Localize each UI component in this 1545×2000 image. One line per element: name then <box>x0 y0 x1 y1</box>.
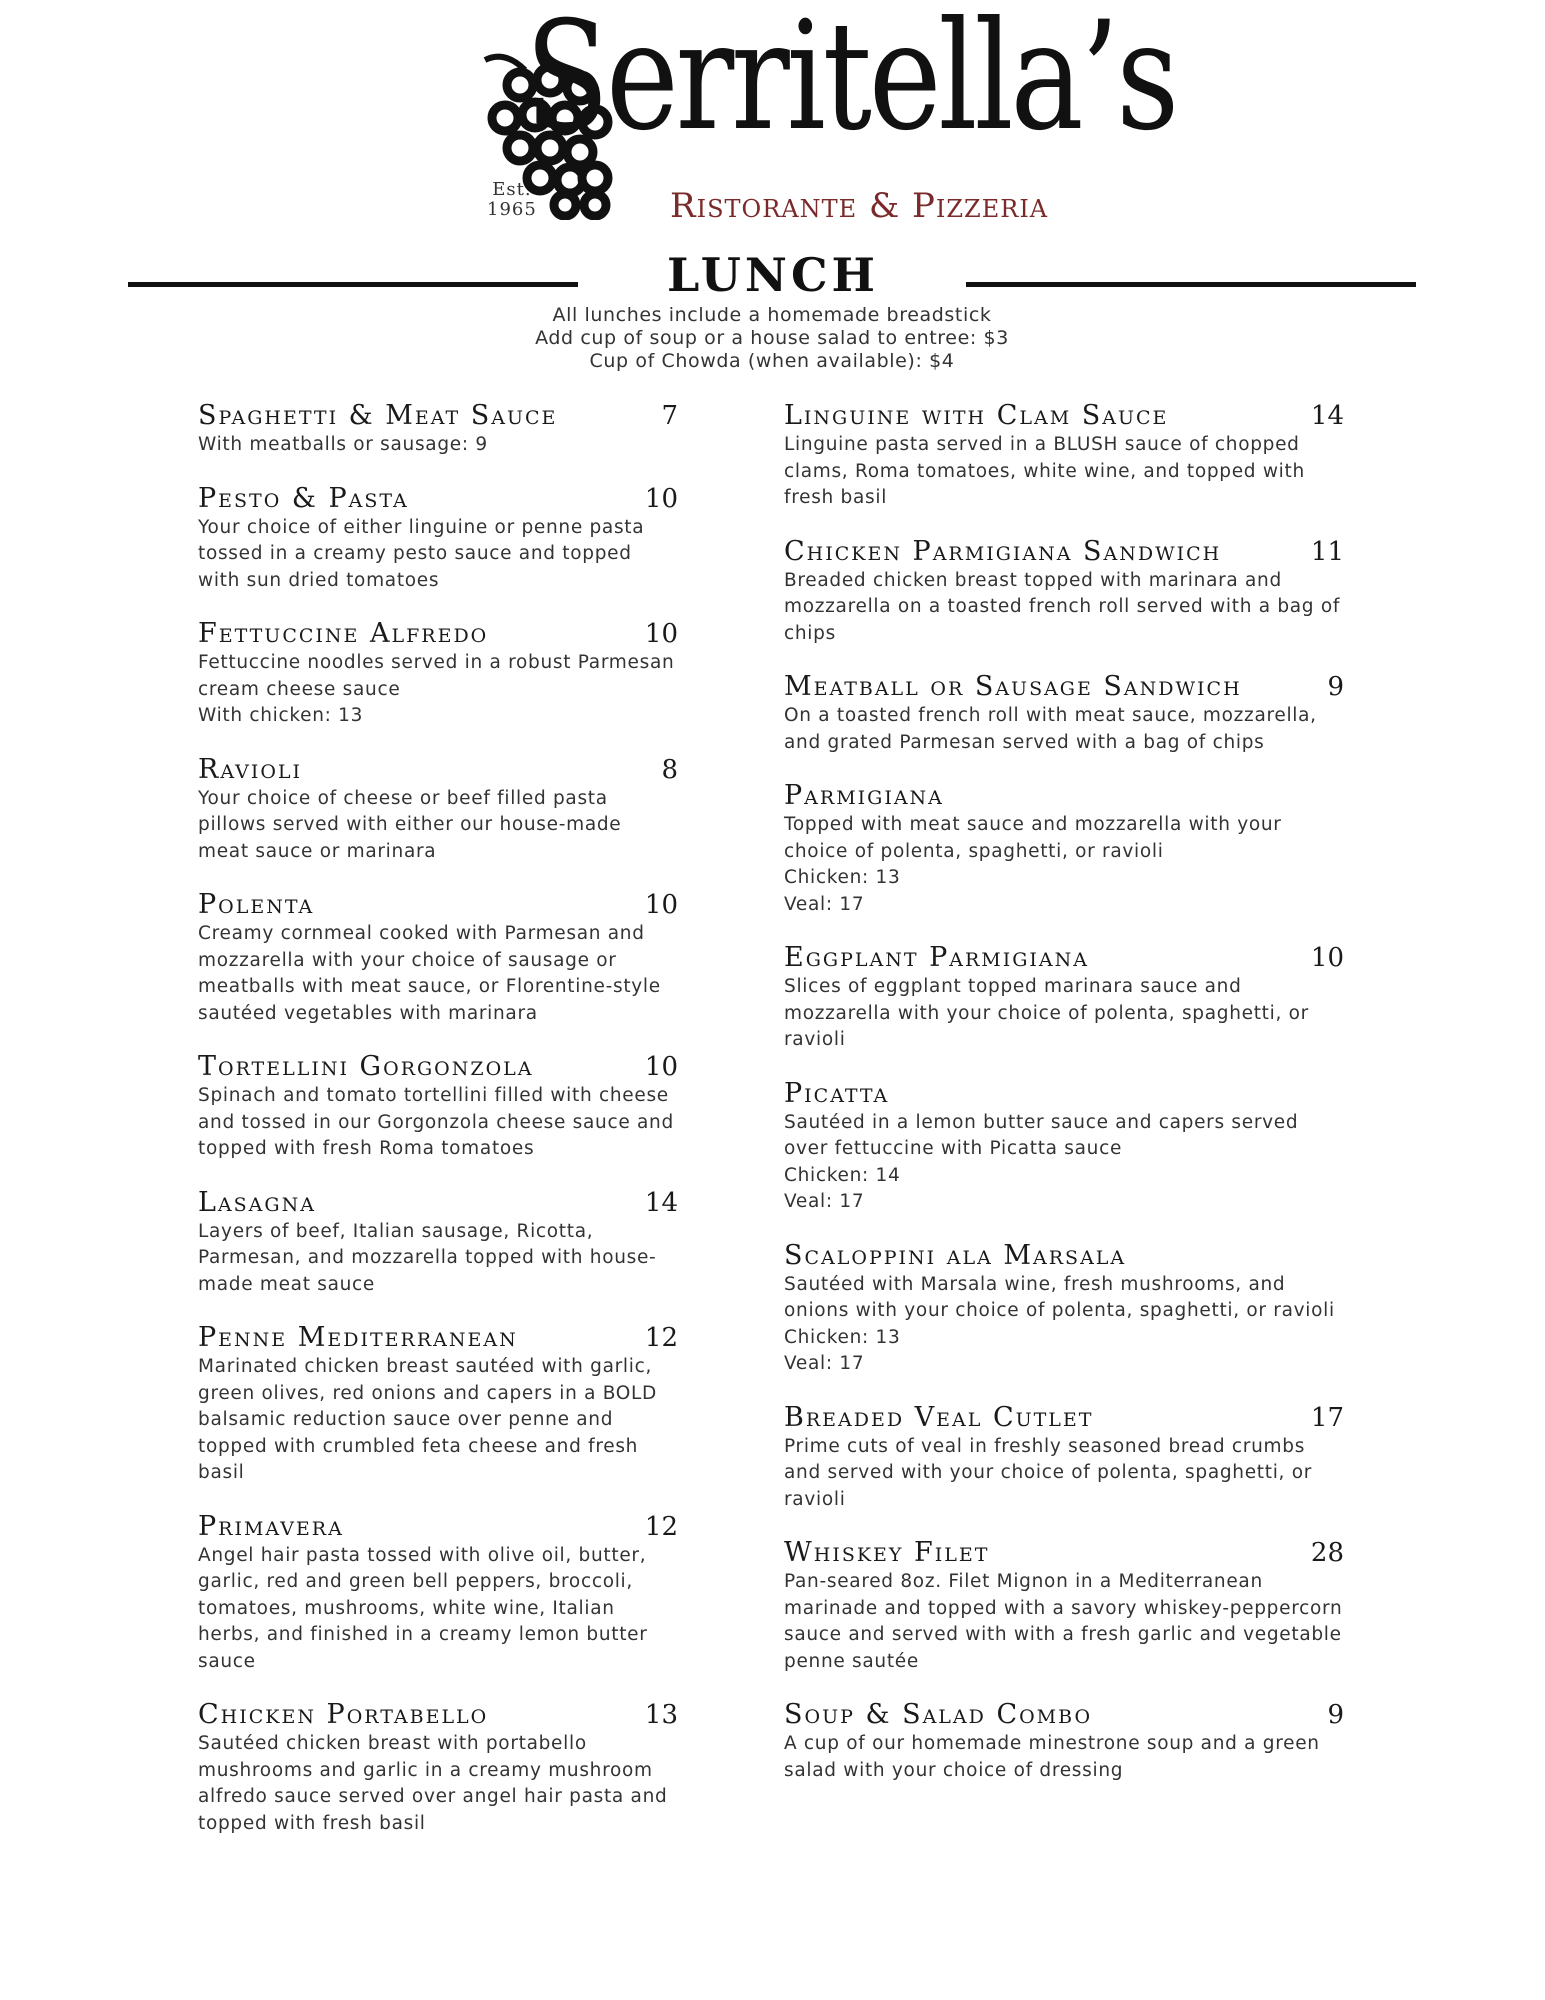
menu-column-left <box>198 400 678 1861</box>
item-description: A cup of our homemade minestrone soup and a green salad with your choice of dressing <box>784 1733 1320 1781</box>
menu-item <box>198 1699 678 1837</box>
item-option: Chicken: 14 <box>784 1164 901 1186</box>
item-description: Creamy cornmeal cooked with Parmesan and mozzarella with your choice of sausage or meatballs with meat sauce, or Florentine-style sautéed vegetables with marinara <box>198 923 661 1024</box>
menu-column-right <box>784 400 1344 1808</box>
est-year: 1965 <box>487 198 537 220</box>
menu-item <box>198 483 678 595</box>
item-price: 10 <box>1310 943 1344 973</box>
item-name: Chicken Portabello <box>198 1699 489 1730</box>
item-option: Veal: 17 <box>784 1353 865 1374</box>
item-name: Meatball or Sausage Sandwich <box>784 671 1242 702</box>
item-description: Topped with meat sauce and mozzarella with your choice of polenta, spaghetti, or ravioli <box>784 814 1282 862</box>
item-description: Fettuccine noodles served in a robust Parmesan cream cheese sauce <box>198 652 675 700</box>
menu-item <box>784 400 1344 512</box>
item-description: Your choice of either linguine or penne pasta tossed in a creamy pesto sauce and topped with sun dried tomatoes <box>198 516 645 591</box>
item-price: 10 <box>644 483 678 514</box>
item-price: 10 <box>644 890 678 920</box>
menu-item <box>784 1402 1344 1514</box>
logo-subtitle: Ristorante & Pizzeria <box>670 186 1049 226</box>
item-option: Veal: 17 <box>784 893 865 915</box>
item-name: Linguine with Clam Sauce <box>784 400 1169 431</box>
item-price: 17 <box>1310 1402 1344 1433</box>
menu-item <box>784 1078 1344 1216</box>
item-option: Veal: 17 <box>784 1191 865 1212</box>
restaurant-logo <box>465 0 1177 226</box>
item-price: 11 <box>1310 536 1344 567</box>
item-name: Eggplant Parmigiana <box>784 942 1089 973</box>
intro-line: All lunches include a homemade breadstick <box>552 304 992 326</box>
menu-item <box>784 1537 1344 1675</box>
item-description: Slices of eggplant topped marinara sauce and mozzarella with your choice of polenta, spaghetti, or ravioli <box>784 976 1309 1050</box>
menu-item <box>198 618 678 730</box>
item-description: Breaded chicken breast topped with marinara and mozzarella on a toasted french roll served with a bag of chips <box>784 569 1341 644</box>
menu-item <box>784 942 1344 1054</box>
intro-line: Add cup of soup or a house salad to entree: $3 <box>535 327 1009 349</box>
item-name: Pesto & Pasta <box>198 482 409 514</box>
item-price: 28 <box>1310 1538 1344 1568</box>
est-label: Est. <box>492 179 532 200</box>
item-name: Whiskey Filet <box>784 1537 990 1568</box>
menu-item <box>198 1051 678 1163</box>
item-name: Soup & Salad Combo <box>784 1699 1093 1730</box>
item-name: Lasagna <box>198 1186 316 1218</box>
item-option: Chicken: 13 <box>784 867 901 888</box>
item-description: Layers of beef, Italian sausage, Ricotta, Parmesan, and mozzarella topped with house-made meat sauce <box>198 1220 657 1295</box>
item-description: Sautéed chicken breast with portabello mushrooms and garlic in a creamy mushroom alfredo sauce served over angel hair pasta and topped with fresh basil <box>198 1733 668 1834</box>
item-price: 12 <box>644 1323 678 1353</box>
menu-item <box>784 671 1344 756</box>
menu-item <box>198 889 678 1027</box>
item-name: Chicken Parmigiana Sandwich <box>784 535 1222 567</box>
item-price: 12 <box>644 1511 678 1542</box>
item-description: Sautéed with Marsala wine, fresh mushrooms, and onions with your choice of polenta, spaghetti, or ravioli <box>784 1273 1335 1321</box>
item-description: Angel hair pasta tossed with olive oil, butter, garlic, red and green bell peppers, broccoli, tomatoes, mushrooms, white wine, Italian herbs, and finished in a creamy lemon butter sauce <box>198 1544 648 1672</box>
item-price: 10 <box>644 1052 678 1082</box>
item-name: Fettuccine Alfredo <box>198 618 489 649</box>
intro-notes <box>372 304 1172 373</box>
item-description: Marinated chicken breast sautéed with garlic, green olives, red onions and capers in a BOLD balsamic reduction sauce over penne and topped with crumbled feta cheese and fresh basil <box>198 1356 657 1483</box>
page-title: LUNCH <box>666 248 880 302</box>
item-name: Picatta <box>784 1077 890 1109</box>
logo-established <box>487 180 537 220</box>
menu-item <box>198 754 678 866</box>
item-name: Tortellini Gorgonzola <box>198 1051 534 1082</box>
item-price: 14 <box>644 1187 678 1218</box>
item-option: With chicken: 13 <box>198 705 364 726</box>
item-price: 13 <box>644 1700 678 1730</box>
menu-item <box>784 1240 1344 1378</box>
menu-item <box>784 1699 1344 1784</box>
item-option: Chicken: 13 <box>784 1326 901 1348</box>
item-name: Spaghetti & Meat Sauce <box>198 400 558 431</box>
item-description: Sautéed in a lemon butter sauce and capers served over fettuccine with Picatta sauce <box>784 1111 1299 1159</box>
title-rule-right <box>966 282 1416 287</box>
logo-name: Serritella’s <box>525 0 1177 164</box>
item-name: Primavera <box>198 1510 344 1542</box>
title-rule-left <box>128 282 578 287</box>
menu-item <box>198 1322 678 1487</box>
item-price: 7 <box>661 401 678 431</box>
item-description: Spinach and tomato tortellini filled with cheese and tossed in our Gorgonzola cheese sauce and topped with fresh Roma tomatoes <box>198 1085 674 1159</box>
menu-item <box>784 536 1344 648</box>
item-description: With meatballs or sausage: 9 <box>198 434 488 455</box>
item-name: Ravioli <box>198 753 303 785</box>
menu-item <box>198 1187 678 1299</box>
item-description: Your choice of cheese or beef filled pasta pillows served with either our house-made meat sauce or marinara <box>198 787 622 862</box>
item-name: Penne Mediterranean <box>198 1322 518 1353</box>
intro-line: Cup of Chowda (when available): $4 <box>589 350 955 372</box>
menu-item <box>198 1511 678 1676</box>
item-price: 14 <box>1310 401 1344 431</box>
menu-item <box>198 400 678 459</box>
item-name: Scaloppini ala Marsala <box>784 1239 1127 1271</box>
item-price: 9 <box>1327 1700 1344 1730</box>
item-name: Parmigiana <box>784 780 944 811</box>
item-price: 9 <box>1327 672 1344 702</box>
menu-item <box>784 780 1344 918</box>
item-name: Breaded Veal Cutlet <box>784 1401 1094 1433</box>
item-description: Linguine pasta served in a BLUSH sauce of chopped clams, Roma tomatoes, white wine, and topped with fresh basil <box>784 434 1305 508</box>
item-description: Prime cuts of veal in freshly seasoned bread crumbs and served with your choice of polenta, spaghetti, or ravioli <box>784 1435 1313 1510</box>
item-price: 8 <box>661 754 678 785</box>
item-description: On a toasted french roll with meat sauce, mozzarella, and grated Parmesan served with a bag of chips <box>784 705 1317 753</box>
item-description: Pan-seared 8oz. Filet Mignon in a Mediterranean marinade and topped with a savory whiskey-peppercorn sauce and served with with a fresh garlic and vegetable penne sautée <box>784 1571 1343 1672</box>
item-price: 10 <box>644 619 678 649</box>
item-name: Polenta <box>198 889 315 920</box>
